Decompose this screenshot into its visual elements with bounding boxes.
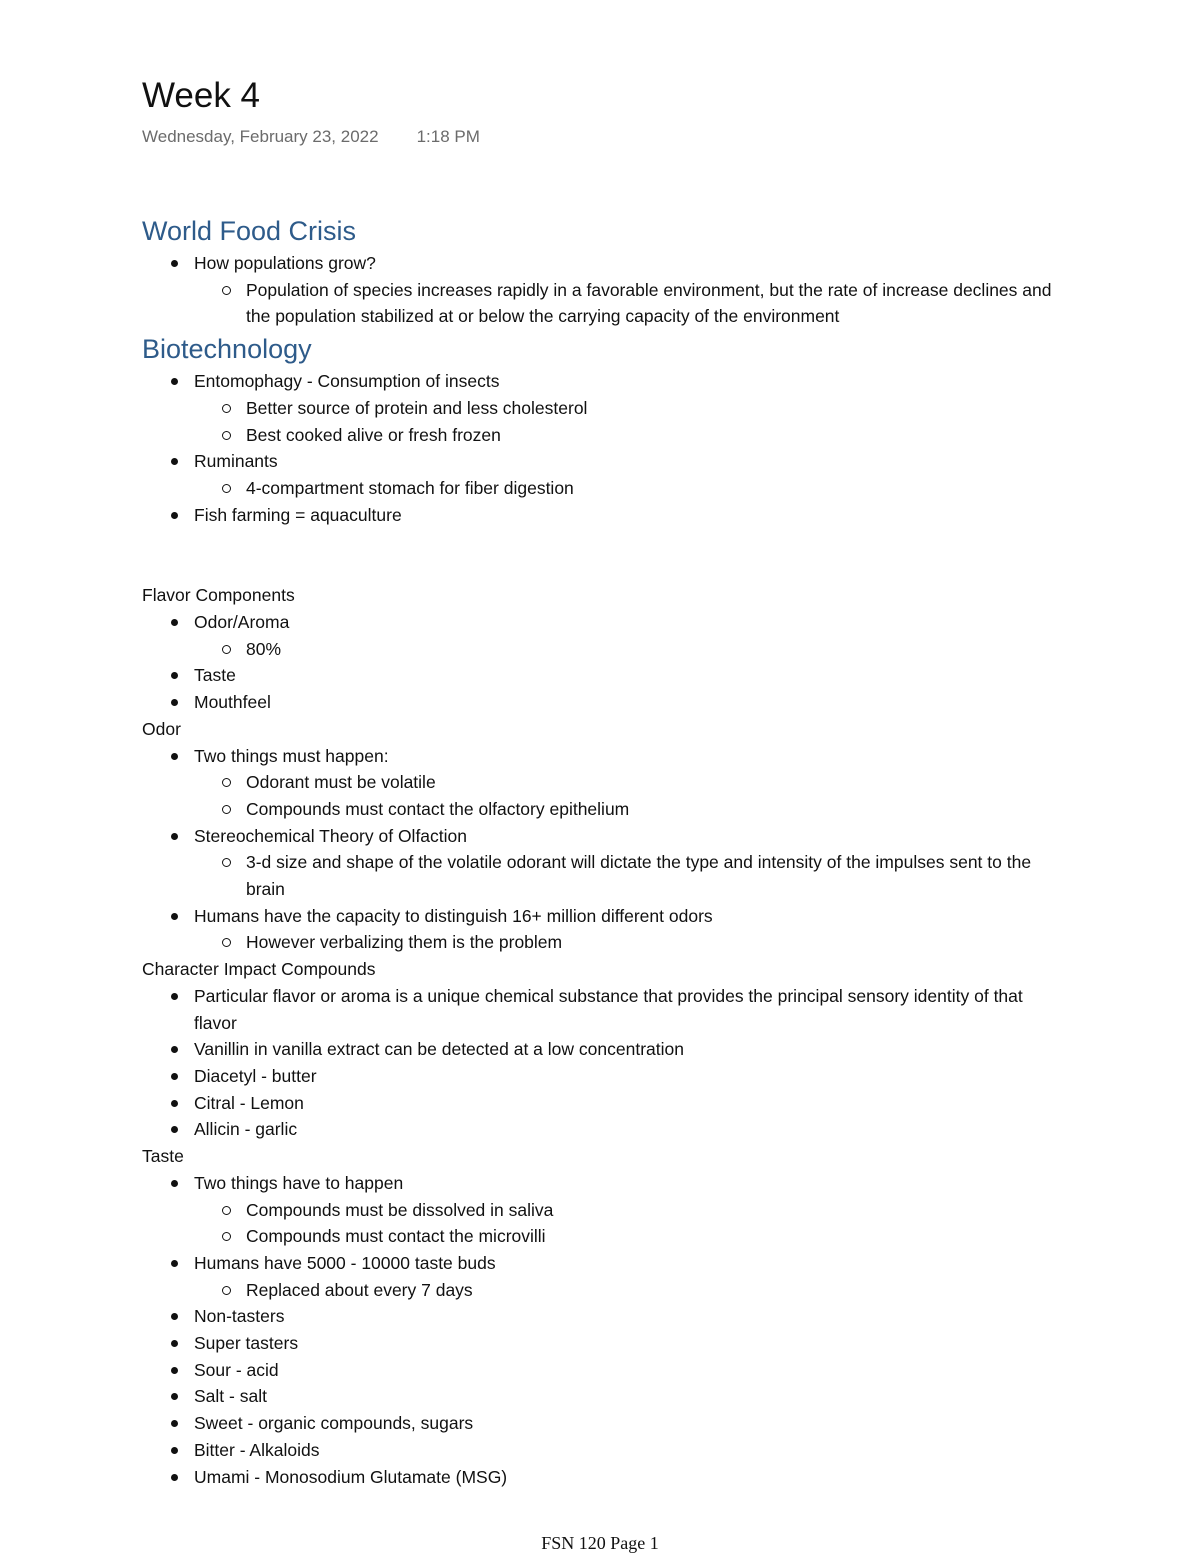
list-item-text: Odor/Aroma	[194, 612, 290, 633]
heading-world-food-crisis: World Food Crisis	[142, 216, 357, 246]
list-taste	[142, 1170, 1062, 1490]
sublist-item: Population of species increases rapidly in a favorable environment, but the rate of increase declines and the population stabilized at or below the carrying capacity of the environment	[194, 277, 1062, 330]
list-item	[142, 1170, 1062, 1250]
heading-character-impact-compounds: Character Impact Compounds	[142, 959, 376, 980]
page-footer: FSN 120 Page 1	[541, 1533, 659, 1553]
list-item: Non-tasters	[142, 1303, 1062, 1330]
note-body	[142, 212, 1062, 1490]
list-item-text: Two things have to happen	[194, 1172, 404, 1193]
list-item: Particular flavor or aroma is a unique chemical substance that provides the principal sensory identity of that flavor	[142, 983, 1062, 1036]
list-item-text: Two things must happen:	[194, 745, 389, 766]
list-item-text: Stereochemical Theory of Olfaction	[194, 825, 468, 846]
list-item: Super tasters	[142, 1330, 1062, 1357]
list-item	[142, 823, 1062, 903]
list-item	[142, 903, 1062, 956]
list-item: Fish farming = aquaculture	[142, 502, 1062, 529]
note-date: Wednesday, February 23, 2022	[142, 127, 379, 146]
list-item	[142, 609, 1062, 662]
list-item: Sweet - organic compounds, sugars	[142, 1410, 1062, 1437]
sublist-item: 80%	[194, 636, 1062, 663]
sublist-item: Best cooked alive or fresh frozen	[194, 422, 1062, 449]
heading-odor: Odor	[142, 718, 181, 739]
list-item	[142, 1250, 1062, 1303]
list-item: Umami - Monosodium Glutamate (MSG)	[142, 1464, 1062, 1491]
sublist	[194, 1197, 1062, 1250]
list-flavor-components	[142, 609, 1062, 716]
sublist-item: Replaced about every 7 days	[194, 1277, 1062, 1304]
blank-space	[142, 528, 1062, 582]
list-item-text: Humans have the capacity to distinguish 16+ million different odors	[194, 905, 713, 926]
list-item	[142, 368, 1062, 448]
list-item: Bitter - Alkaloids	[142, 1437, 1062, 1464]
list-odor	[142, 743, 1062, 957]
list-item-text: Humans have 5000 - 10000 taste buds	[194, 1252, 496, 1273]
note-time: 1:18 PM	[416, 127, 480, 146]
sublist	[194, 849, 1062, 902]
list-item: Citral - Lemon	[142, 1090, 1062, 1117]
list-item: Taste	[142, 662, 1062, 689]
heading-taste: Taste	[142, 1146, 184, 1167]
list-item: Mouthfeel	[142, 689, 1062, 716]
list-item: Diacetyl - butter	[142, 1063, 1062, 1090]
list-item: Allicin - garlic	[142, 1116, 1062, 1143]
list-item	[142, 250, 1062, 330]
list-item: Salt - salt	[142, 1383, 1062, 1410]
sublist-item: 4-compartment stomach for fiber digestion	[194, 475, 1062, 502]
list-character-impact-compounds	[142, 983, 1062, 1143]
sublist-item: Compounds must be dissolved in saliva	[194, 1197, 1062, 1224]
list-item-text: Entomophagy - Consumption of insects	[194, 371, 500, 392]
sublist-item: Compounds must contact the microvilli	[194, 1223, 1062, 1250]
sublist	[194, 475, 1062, 502]
sublist	[194, 395, 1062, 448]
list-world-food-crisis	[142, 250, 1062, 330]
sublist	[194, 769, 1062, 822]
list-item	[142, 448, 1062, 501]
list-item-text: How populations grow?	[194, 253, 376, 273]
list-item: Vanillin in vanilla extract can be detected at a low concentration	[142, 1036, 1062, 1063]
sublist-item: Odorant must be volatile	[194, 769, 1062, 796]
sublist-item: Compounds must contact the olfactory epithelium	[194, 796, 1062, 823]
sublist	[194, 929, 1062, 956]
sublist	[194, 1277, 1062, 1304]
page-title: Week 4	[142, 76, 261, 115]
list-item: Sour - acid	[142, 1357, 1062, 1384]
list-item	[142, 743, 1062, 823]
sublist-item: 3-d size and shape of the volatile odorant will dictate the type and intensity of the impulses sent to the brain	[194, 849, 1062, 902]
heading-biotechnology: Biotechnology	[142, 334, 312, 365]
sublist	[194, 636, 1062, 663]
sublist-item: Better source of protein and less cholesterol	[194, 395, 1062, 422]
note-datetime	[142, 125, 480, 149]
sublist-item: However verbalizing them is the problem	[194, 929, 1062, 956]
list-item-text: Ruminants	[194, 451, 278, 472]
sublist	[194, 277, 1062, 330]
list-biotechnology	[142, 368, 1062, 528]
heading-flavor-components: Flavor Components	[142, 585, 295, 606]
